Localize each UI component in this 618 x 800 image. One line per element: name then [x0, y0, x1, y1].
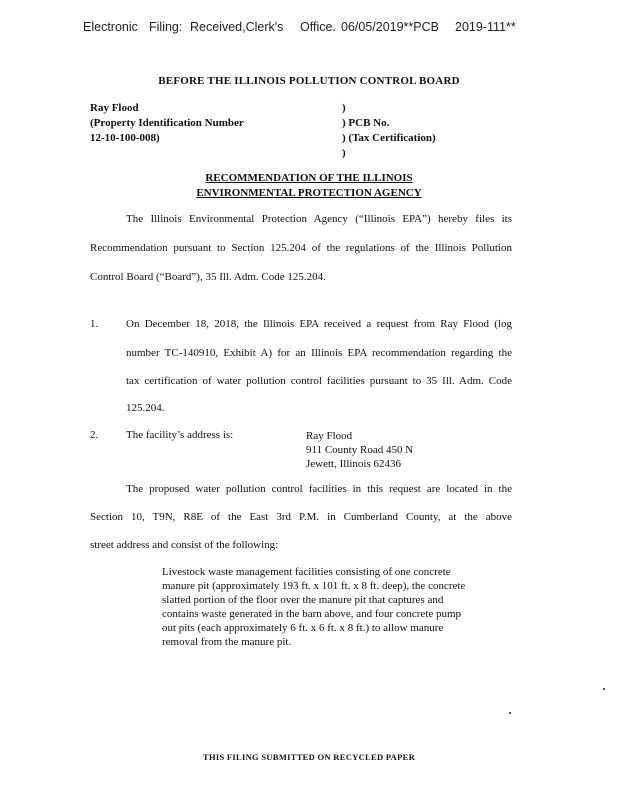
description-line: removal from the manure pit. — [162, 636, 292, 648]
stamp-filing: Filing: — [149, 20, 183, 34]
scan-mark — [509, 712, 511, 714]
description-line: out pits (each approximately 6 ft. x 6 ft. x 8 ft.) to allow manure — [162, 622, 444, 634]
location-line: Section 10, T9N, R8E of the East 3rd P.M. in Cumberland County, at the above — [90, 511, 512, 523]
facility-description — [162, 565, 502, 649]
item-number: 1. — [90, 318, 99, 330]
item-number: 2. — [90, 429, 99, 441]
board-title: BEFORE THE ILLINOIS POLLUTION CONTROL BOARD — [158, 75, 460, 87]
caption-right — [342, 101, 436, 161]
caption-property-id-label: (Property Identification Number — [90, 117, 244, 129]
recommendation-title-line: RECOMMENDATION OF THE ILLINOIS — [205, 172, 413, 184]
item-line: 125.204. — [126, 402, 165, 414]
stamp-number: 2019-111** — [455, 20, 516, 34]
stamp-office: Office. — [300, 20, 336, 34]
caption-left — [90, 101, 244, 146]
caption-bracket: ) — [342, 102, 346, 114]
caption-petitioner: Ray Flood — [90, 102, 139, 114]
address-label: The facility’s address is: — [126, 429, 234, 441]
caption-property-id: 12-10-100-008) — [90, 132, 160, 144]
recycled-paper-footer: THIS FILING SUBMITTED ON RECYCLED PAPER — [202, 752, 416, 762]
intro-line: Recommendation pursuant to Section 125.204 of the regulations of the Illinois Pollution — [90, 242, 512, 254]
intro-line: Control Board (“Board”), 35 Ill. Adm. Code 125.204. — [90, 271, 326, 283]
facility-address — [306, 429, 413, 471]
caption-pcb-no: ) PCB No. — [342, 117, 390, 129]
recommendation-title — [0, 171, 618, 201]
caption-tax-cert: ) (Tax Certification) — [342, 132, 436, 144]
recommendation-title-line: ENVIRONMENTAL PROTECTION AGENCY — [196, 187, 422, 199]
stamp-date: 06/05/2019**PCB — [341, 20, 439, 34]
stamp-electronic: Electronic — [83, 20, 138, 34]
intro-line: The Illinois Environmental Protection Agency (“Illinois EPA”) hereby files its — [126, 213, 512, 225]
address-line: Jewett, Illinois 62436 — [306, 458, 402, 470]
description-line: contains waste generated in the barn above, and four concrete pump — [162, 608, 462, 620]
item-line: On December 18, 2018, the Illinois EPA received a request from Ray Flood (log — [126, 318, 512, 330]
stamp-received: Received,Clerk's — [190, 20, 284, 34]
description-line: Livestock waste management facilities consisting of one concrete — [162, 566, 451, 578]
item-line: tax certification of water pollution control facilities pursuant to 35 Ill. Adm. Code — [126, 375, 512, 387]
caption-bracket: ) — [342, 147, 346, 159]
scan-mark — [603, 688, 605, 690]
location-line: The proposed water pollution control facilities in this request are located in the — [126, 483, 512, 495]
address-line: 911 County Road 450 N — [306, 444, 414, 456]
description-line: manure pit (approximately 193 ft. x 101 ft. x 8 ft. deep), the concrete — [162, 580, 466, 592]
item-line: number TC-140910, Exhibit A) for an Illinois EPA recommendation regarding the — [126, 347, 512, 359]
address-line: Ray Flood — [306, 430, 353, 442]
description-line: slatted portion of the floor over the manure pit that captures and — [162, 594, 444, 606]
location-line: street address and consist of the following: — [90, 539, 279, 551]
